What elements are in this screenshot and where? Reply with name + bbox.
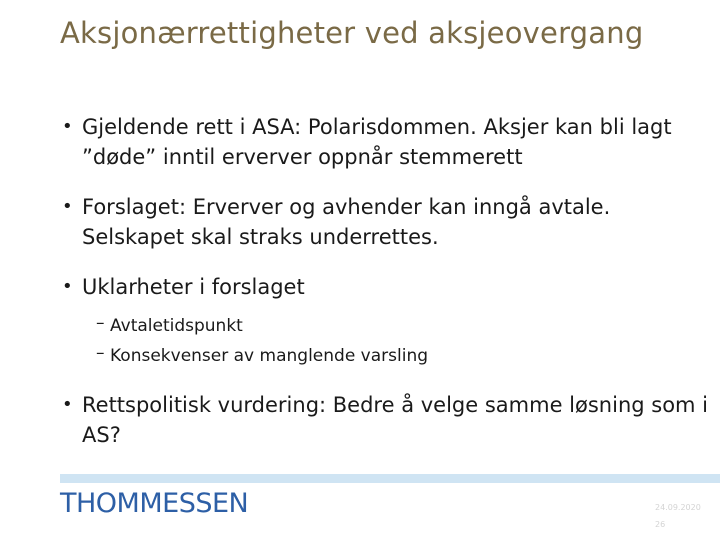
bullet-item — [60, 192, 710, 252]
slide-title: Aksjonærrettigheter ved aksjeovergang — [60, 16, 644, 50]
slide-date: 24.09.2020 — [655, 503, 701, 512]
thommessen-logo: THOMMESSEN — [60, 488, 249, 519]
footer-band — [60, 474, 720, 483]
page-number: 26 — [655, 520, 666, 529]
bullet-dot-icon: • — [62, 394, 73, 415]
bullet-item — [60, 390, 710, 450]
bullet-dot-icon: • — [62, 116, 73, 137]
sub-bullet-item — [60, 314, 710, 338]
bullet-text: Rettspolitisk vurdering: Bedre å velge samme løsning som i AS? — [82, 393, 709, 447]
bullet-item — [60, 112, 710, 172]
bullet-text: Uklarheter i forslaget — [82, 275, 305, 299]
bullet-dot-icon: • — [62, 196, 73, 217]
bullet-text: Forslaget: Erverver og avhender kan inngå avtale. Selskapet skal straks underrettes. — [82, 195, 611, 249]
sub-bullet-text: Avtaletidspunkt — [110, 316, 243, 336]
dash-icon: – — [96, 343, 105, 363]
bullet-dot-icon: • — [62, 276, 73, 297]
sub-bullet-text: Konsekvenser av manglende varsling — [110, 346, 429, 366]
bullet-list — [60, 112, 710, 470]
bullet-item — [60, 272, 710, 302]
bullet-text: Gjeldende rett i ASA: Polarisdommen. Aksjer kan bli lagt ”døde” inntil erverver oppnår stemmerett — [82, 115, 672, 169]
dash-icon: – — [96, 313, 105, 333]
sub-bullet-item — [60, 344, 710, 368]
